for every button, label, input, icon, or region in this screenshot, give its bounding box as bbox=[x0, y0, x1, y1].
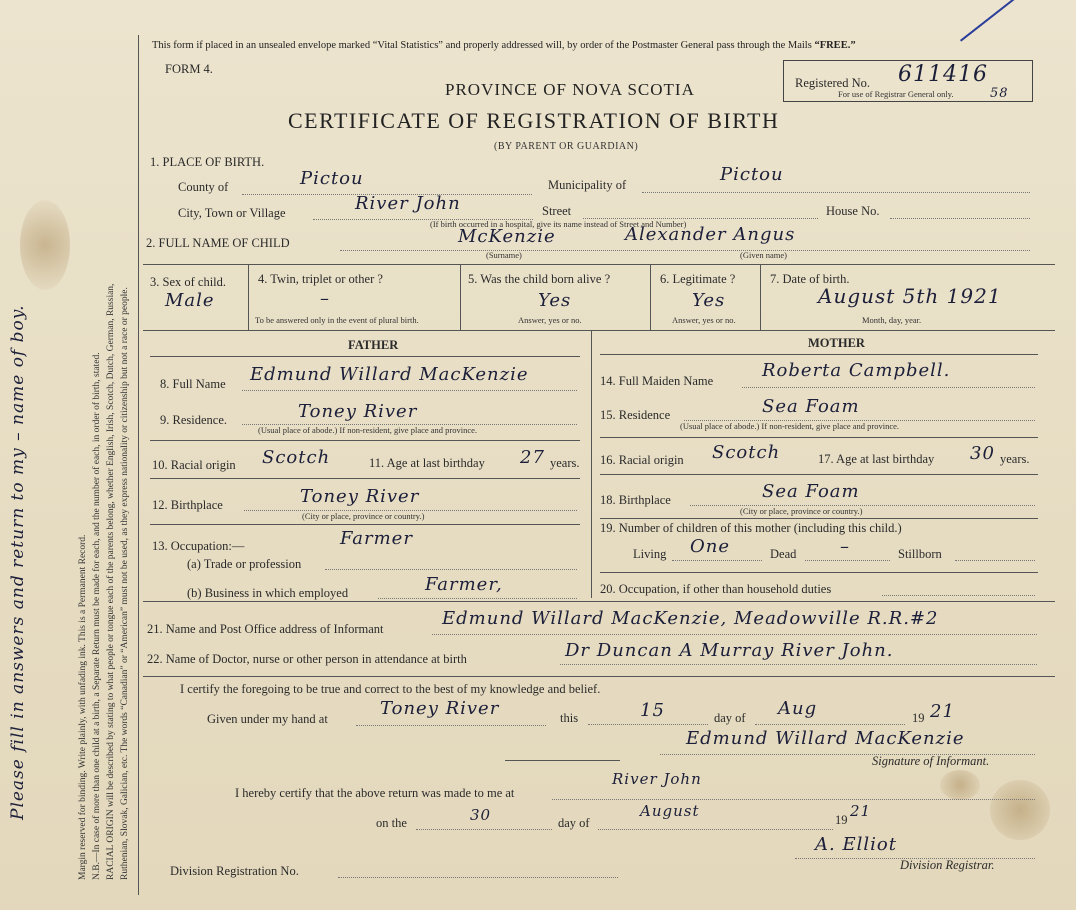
child-surname: McKenzie bbox=[458, 226, 556, 247]
given-label: Given under my hand at bbox=[207, 712, 328, 726]
mother-living-line bbox=[672, 560, 762, 561]
row3-div4 bbox=[760, 264, 761, 330]
certify-statement: I certify the foregoing to be true and correct to the best of my knowledge and belief. bbox=[180, 682, 601, 696]
father-name-label: 8. Full Name bbox=[160, 377, 226, 391]
mother-sep3 bbox=[600, 518, 1038, 519]
doctor-line bbox=[560, 664, 1037, 665]
father-res-label: 9. Residence. bbox=[160, 413, 227, 427]
given-day: 15 bbox=[640, 700, 665, 721]
sex-value: Male bbox=[165, 290, 215, 311]
father-occ-value: Farmer bbox=[340, 528, 413, 549]
mother-stillborn-line bbox=[955, 560, 1035, 561]
division-label: Division Registration No. bbox=[170, 864, 299, 878]
registered-value: 611416 bbox=[898, 62, 988, 87]
father-business-value: Farmer, bbox=[425, 574, 503, 595]
registrar-title: Division Registrar. bbox=[900, 858, 995, 872]
row3-div2 bbox=[460, 264, 461, 330]
mother-res-label: 15. Residence bbox=[600, 408, 671, 422]
father-sep1 bbox=[150, 440, 580, 441]
city-label: City, Town or Village bbox=[178, 206, 286, 220]
registrar-day: 30 bbox=[470, 806, 492, 824]
father-sep3 bbox=[150, 524, 580, 525]
father-racial-value: Scotch bbox=[262, 447, 331, 468]
mother-living-value: One bbox=[690, 536, 731, 557]
registrar-place-line bbox=[552, 799, 1035, 800]
stain bbox=[990, 780, 1050, 840]
date-value: August 5th 1921 bbox=[818, 284, 1002, 308]
informant-label: 21. Name and Post Office address of Informant bbox=[147, 622, 384, 636]
signature-label: Signature of Informant. bbox=[872, 754, 990, 768]
registrar-dayof: day of bbox=[558, 816, 590, 830]
mother-occ-label: 20. Occupation, if other than household duties bbox=[600, 582, 832, 596]
doctor-bottom bbox=[143, 676, 1055, 677]
mother-age-label: 17. Age at last birthday bbox=[818, 452, 935, 466]
county-label: County of bbox=[178, 180, 229, 194]
mother-children-label: 19. Number of children of this mother (including this child.) bbox=[600, 521, 902, 535]
legit-value: Yes bbox=[692, 290, 726, 311]
given-year: 21 bbox=[930, 701, 955, 722]
father-racial-label: 10. Racial origin bbox=[152, 458, 236, 472]
father-heading: FATHER bbox=[348, 338, 399, 352]
top-notice-text: This form if placed in an unsealed envelope marked “Vital Statistics” and properly addressed will, by order of the Postmaster General pass through the Mails bbox=[152, 40, 812, 51]
mother-birth-note: (City or place, province or country.) bbox=[740, 506, 863, 516]
certificate-subtitle: (BY PARENT OR GUARDIAN) bbox=[494, 141, 639, 152]
mother-name-value: Roberta Campbell. bbox=[762, 360, 951, 381]
stain bbox=[940, 770, 980, 800]
margin-racial-note-1: RACIAL ORIGIN will be described by stating to what people or tongue each of the parents belong, whether English, Irish, Scotch, Dutch, German, Russian, bbox=[106, 283, 116, 880]
mother-age-value: 30 bbox=[970, 443, 995, 464]
given-month: Aug bbox=[778, 698, 818, 719]
mother-sep4 bbox=[600, 572, 1038, 573]
father-birth-label: 12. Birthplace bbox=[152, 498, 223, 512]
given-line bbox=[356, 725, 546, 726]
short-rule bbox=[505, 760, 620, 761]
form-number: FORM 4. bbox=[165, 62, 213, 76]
alive-label: 5. Was the child born alive ? bbox=[468, 272, 611, 286]
registrar-on: on the bbox=[376, 816, 407, 830]
stain bbox=[20, 200, 70, 290]
mother-birth-label: 18. Birthplace bbox=[600, 493, 671, 507]
row3-bottom bbox=[143, 330, 1055, 331]
province-title: PROVINCE OF NOVA SCOTIA bbox=[445, 80, 695, 99]
date-note: Month, day, year. bbox=[862, 315, 922, 325]
top-notice bbox=[152, 40, 856, 51]
given-year-prefix: 19 bbox=[912, 711, 925, 725]
mother-racial-value: Scotch bbox=[712, 442, 781, 463]
registrar-month-line bbox=[598, 829, 833, 830]
sex-label: 3. Sex of child. bbox=[150, 275, 227, 289]
child-line bbox=[340, 250, 1030, 251]
certificate-title: CERTIFICATE OF REGISTRATION OF BIRTH bbox=[288, 108, 780, 133]
mother-stillborn-label: Stillborn bbox=[898, 547, 942, 561]
margin-handwritten-note: Please fill in answers and return to my – name of boy. bbox=[8, 304, 28, 820]
alive-value: Yes bbox=[538, 290, 572, 311]
twin-note: To be answered only in the event of plural birth. bbox=[255, 315, 419, 325]
mother-years: years. bbox=[1000, 452, 1030, 466]
doctor-value: Dr Duncan A Murray River John. bbox=[565, 640, 894, 661]
father-occ-label: 13. Occupation:— bbox=[152, 539, 245, 553]
father-business-label: (b) Business in which employed bbox=[187, 586, 349, 600]
mother-occ-line bbox=[882, 595, 1035, 596]
mother-dead-value: – bbox=[840, 536, 850, 557]
margin-racial-note-2: Ruthenian, Slovak, Galician, etc. The words “Canadian” or “American” must not be used, as they express nationality or citizenship but not a race or people. bbox=[120, 287, 130, 880]
mother-sep1 bbox=[600, 437, 1038, 438]
given-month-line bbox=[755, 724, 905, 725]
parents-head-line-m bbox=[600, 354, 1038, 355]
father-sep2 bbox=[150, 478, 580, 479]
mother-living-label: Living bbox=[633, 547, 667, 561]
registrar-month: August bbox=[640, 802, 700, 820]
row3-top bbox=[143, 264, 1055, 265]
father-business-line bbox=[378, 598, 577, 599]
father-age-value: 27 bbox=[520, 447, 545, 468]
municipality-label: Municipality of bbox=[548, 178, 627, 192]
mother-birth-value: Sea Foam bbox=[762, 481, 860, 502]
father-name-value: Edmund Willard MacKenzie bbox=[250, 364, 529, 385]
top-notice-free: “FREE.” bbox=[814, 40, 856, 51]
twin-value: – bbox=[320, 288, 330, 309]
legit-note: Answer, yes or no. bbox=[672, 315, 736, 325]
father-trade-label: (a) Trade or profession bbox=[187, 557, 302, 571]
house-label: House No. bbox=[826, 204, 880, 218]
registered-label: Registered No. bbox=[795, 76, 870, 90]
registrar-signature: A. Elliot bbox=[815, 834, 897, 855]
margin-rule bbox=[138, 35, 139, 895]
child-given: Alexander Angus bbox=[625, 224, 796, 245]
alive-note: Answer, yes or no. bbox=[518, 315, 582, 325]
row3-div1 bbox=[248, 264, 249, 330]
row3-div3 bbox=[650, 264, 651, 330]
father-res-note: (Usual place of abode.) If non-resident, give place and province. bbox=[258, 425, 478, 435]
registrar-year: 21 bbox=[850, 802, 872, 820]
informant-line bbox=[432, 634, 1037, 635]
parents-bottom bbox=[143, 601, 1055, 602]
informant-signature: Edmund Willard MacKenzie bbox=[686, 728, 965, 749]
mother-heading: MOTHER bbox=[808, 336, 865, 350]
registrar-day-line bbox=[416, 829, 552, 830]
place-heading: 1. PLACE OF BIRTH. bbox=[150, 155, 265, 169]
parents-head-line-f bbox=[150, 356, 580, 357]
mother-racial-label: 16. Racial origin bbox=[600, 453, 684, 467]
father-res-value: Toney River bbox=[298, 401, 418, 422]
twin-label: 4. Twin, triplet or other ? bbox=[258, 272, 383, 286]
registrar-statement: I hereby certify that the above return was made to me at bbox=[235, 786, 515, 800]
child-given-note: (Given name) bbox=[740, 250, 787, 260]
registered-note: For use of Registrar General only. bbox=[838, 89, 954, 99]
street-label: Street bbox=[542, 204, 572, 218]
mother-sep2 bbox=[600, 474, 1038, 475]
father-birth-value: Toney River bbox=[300, 486, 420, 507]
mother-res-value: Sea Foam bbox=[762, 396, 860, 417]
registered-handnote: 58 bbox=[990, 86, 1009, 101]
date-label: 7. Date of birth. bbox=[770, 272, 850, 286]
child-surname-note: (Surname) bbox=[486, 250, 522, 260]
registrar-year-prefix: 19 bbox=[835, 813, 848, 827]
given-dayof: day of bbox=[714, 711, 746, 725]
hospital-note: (If birth occurred in a hospital, give its name instead of Street and Number) bbox=[430, 219, 687, 229]
doctor-label: 22. Name of Doctor, nurse or other person in attendance at birth bbox=[147, 652, 467, 666]
mother-dead-line bbox=[805, 560, 890, 561]
parents-divider bbox=[591, 330, 592, 598]
registrar-place: River John bbox=[612, 770, 702, 788]
mother-res-note: (Usual place of abode.) If non-resident, give place and province. bbox=[680, 421, 900, 431]
mother-name-label: 14. Full Maiden Name bbox=[600, 374, 714, 388]
mother-dead-label: Dead bbox=[770, 547, 797, 561]
margin-binding-note: Margin reserved for binding. Write plainly, with unfading ink. This is a Permanent Record. bbox=[78, 534, 88, 880]
house-line bbox=[890, 218, 1030, 219]
division-line bbox=[338, 877, 618, 878]
municipality-value: Pictou bbox=[720, 164, 784, 185]
given-this: this bbox=[560, 711, 579, 725]
given-place: Toney River bbox=[380, 698, 500, 719]
father-years: years. bbox=[550, 456, 580, 470]
mother-name-line bbox=[742, 387, 1035, 388]
child-label: 2. FULL NAME OF CHILD bbox=[146, 236, 290, 250]
margin-nb-note: N.B.—In case of more than one child at a birth, a Separate Return must be made for each, and the number of each, in order of birth, stated. bbox=[92, 352, 102, 880]
city-value: River John bbox=[355, 193, 461, 214]
father-name-line bbox=[242, 390, 577, 391]
informant-value: Edmund Willard MacKenzie, Meadowville R.R.#2 bbox=[442, 608, 939, 629]
given-day-line bbox=[588, 724, 708, 725]
county-value: Pictou bbox=[300, 168, 364, 189]
check-mark-icon bbox=[960, 0, 1048, 42]
father-age-label: 11. Age at last birthday bbox=[369, 456, 485, 470]
municipality-line bbox=[642, 192, 1030, 193]
legit-label: 6. Legitimate ? bbox=[660, 272, 736, 286]
father-birth-note: (City or place, province or country.) bbox=[302, 511, 425, 521]
father-trade-line bbox=[325, 569, 577, 570]
